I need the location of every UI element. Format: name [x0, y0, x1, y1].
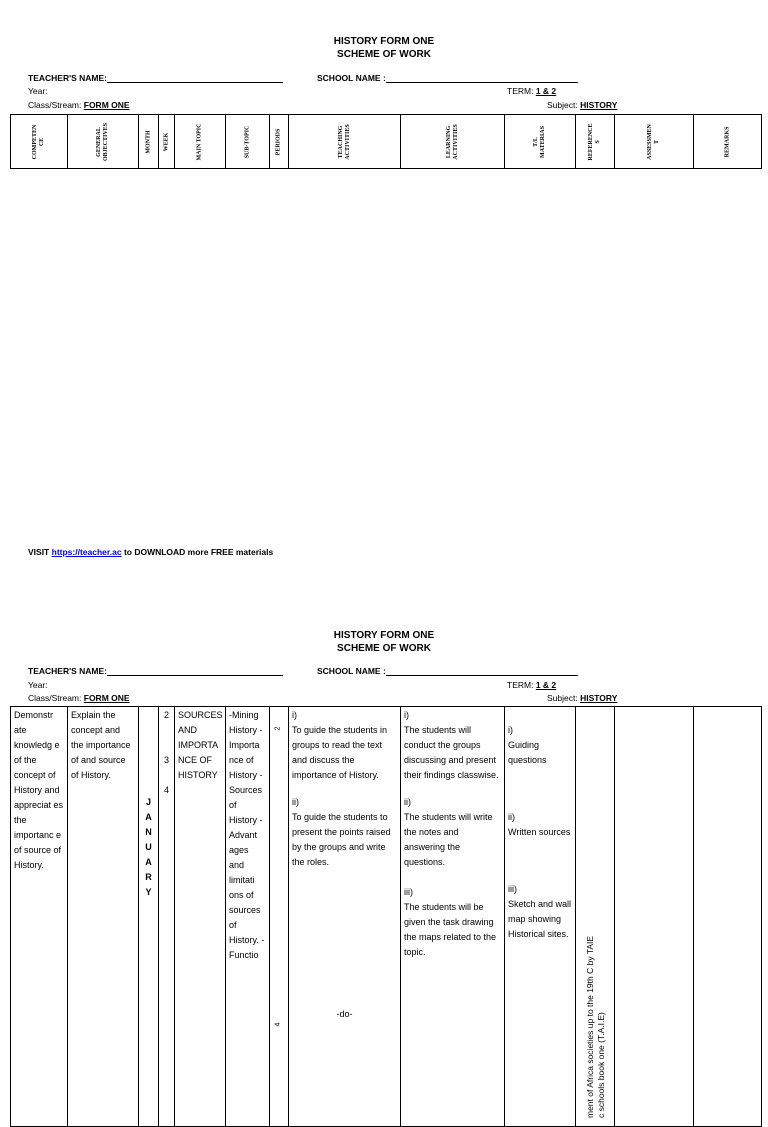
- page2-subtitle: SCHEME OF WORK: [337, 643, 431, 654]
- column-header-subtopic: SUB-TOPIC: [226, 115, 270, 169]
- column-header-materials: T/L MATERIAS: [505, 115, 576, 169]
- school-name-field: [317, 73, 578, 83]
- column-header-teaching: TEACHING ACTIVITIES: [289, 115, 401, 169]
- scheme-body-table: [10, 706, 762, 1127]
- assessment-cell: [615, 707, 694, 1127]
- page2-school-name-line: [386, 666, 578, 676]
- class-value: FORM ONE: [83, 100, 130, 110]
- column-header-objectives: GENERAL OBJECTIVES: [68, 115, 139, 169]
- page2-class-value: FORM ONE: [83, 693, 130, 703]
- page2-school-name-field: [317, 666, 578, 676]
- page2-title: HISTORY FORM ONE: [333, 630, 435, 641]
- page2-subject-label: Subject:: [547, 693, 578, 703]
- page2-class-field: [28, 693, 130, 703]
- reference-text: ment of Africa societies up to the 19th C by TAIE c schools book one (T.A.I.E): [585, 935, 606, 1118]
- page-title: HISTORY FORM ONE: [333, 36, 435, 47]
- subject-value: HISTORY: [580, 100, 618, 110]
- teacher-ac-link[interactable]: https://teacher.ac: [51, 547, 122, 557]
- school-name-line: [386, 73, 578, 83]
- table-row: [11, 707, 762, 1127]
- column-header-main-topic: MAIN TOPIC: [175, 115, 226, 169]
- main-topic-cell: SOURCES AND IMPORTA NCE OF HISTORY: [175, 707, 226, 1127]
- page-subtitle: SCHEME OF WORK: [337, 49, 431, 60]
- page2-term-label: TERM:: [507, 680, 534, 690]
- column-header-competence: COMPETEN CE: [11, 115, 68, 169]
- term-value: 1 & 2: [535, 86, 557, 96]
- scheme-header-table: [10, 114, 762, 169]
- page2-subject-value: HISTORY: [580, 693, 618, 703]
- teacher-name-label: TEACHER'S NAME:: [28, 73, 107, 83]
- column-header-month: MONTH: [139, 115, 159, 169]
- references-cell: [576, 707, 615, 1127]
- column-header-learning: LEARNING ACTIVITIES: [401, 115, 505, 169]
- competence-cell: Demonstr ate knowledg e of the concept of History and appreciat es the importanc e of source of History.: [11, 707, 68, 1127]
- subtopic-cell: -Mining History - Importa nce of History - Sources of History - Advant ages and limitati ons of sources of History. - Functio: [226, 707, 270, 1127]
- column-header-remarks: REMARKS: [694, 115, 762, 169]
- page2-teacher-name-line: [107, 666, 283, 676]
- page2-year-label: Year:: [28, 680, 48, 690]
- learning-activities-cell: i) The students will conduct the groups discussing and present their findings classwise. ii) The students will write the notes and answering the questions. iii) The students will be given the task drawing the maps related to the topic.: [401, 707, 505, 1127]
- column-header-periods: PERIODS: [270, 115, 289, 169]
- subject-label: Subject:: [547, 100, 578, 110]
- page2-subject-field: [547, 693, 617, 703]
- periods-cell: 2 4: [270, 707, 289, 1127]
- year-label: Year:: [28, 86, 48, 96]
- page2-term-field: [507, 680, 556, 690]
- page2-teacher-name-field: [28, 666, 283, 676]
- term-field: [507, 86, 556, 96]
- school-name-label: SCHOOL NAME :: [317, 73, 386, 83]
- class-field: [28, 100, 130, 110]
- column-header-week: WEEK: [159, 115, 175, 169]
- download-text: to DOWNLOAD more FREE materials: [123, 547, 274, 557]
- subject-field: [547, 100, 617, 110]
- teacher-name-line: [107, 73, 283, 83]
- page2-teacher-name-label: TEACHER'S NAME:: [28, 666, 107, 676]
- teacher-name-field: [28, 73, 283, 83]
- column-header-assessment: ASSESSMEN T: [615, 115, 694, 169]
- page2-term-value: 1 & 2: [535, 680, 557, 690]
- materials-cell: i) Guiding questions ii) Written sources iii) Sketch and wall map showing Historical sites.: [505, 707, 576, 1127]
- class-label: Class/Stream:: [28, 100, 82, 110]
- column-header-references: REFERENCE S: [576, 115, 615, 169]
- download-notice: [28, 547, 273, 557]
- month-cell: J A N U A R Y: [139, 707, 159, 1127]
- term-label: TERM:: [507, 86, 534, 96]
- teaching-activities-cell: i) To guide the students in groups to read the text and discuss the importance of History. ii) To guide the students to present the points raised by the groups and write the roles. -do-: [289, 707, 401, 1127]
- objectives-cell: Explain the concept and the importance of and source of History.: [68, 707, 139, 1127]
- remarks-cell: [694, 707, 762, 1127]
- page2-school-name-label: SCHOOL NAME :: [317, 666, 386, 676]
- page2-class-label: Class/Stream:: [28, 693, 82, 703]
- visit-text: VISIT: [28, 547, 50, 557]
- week-cell: 2 3 4: [159, 707, 175, 1127]
